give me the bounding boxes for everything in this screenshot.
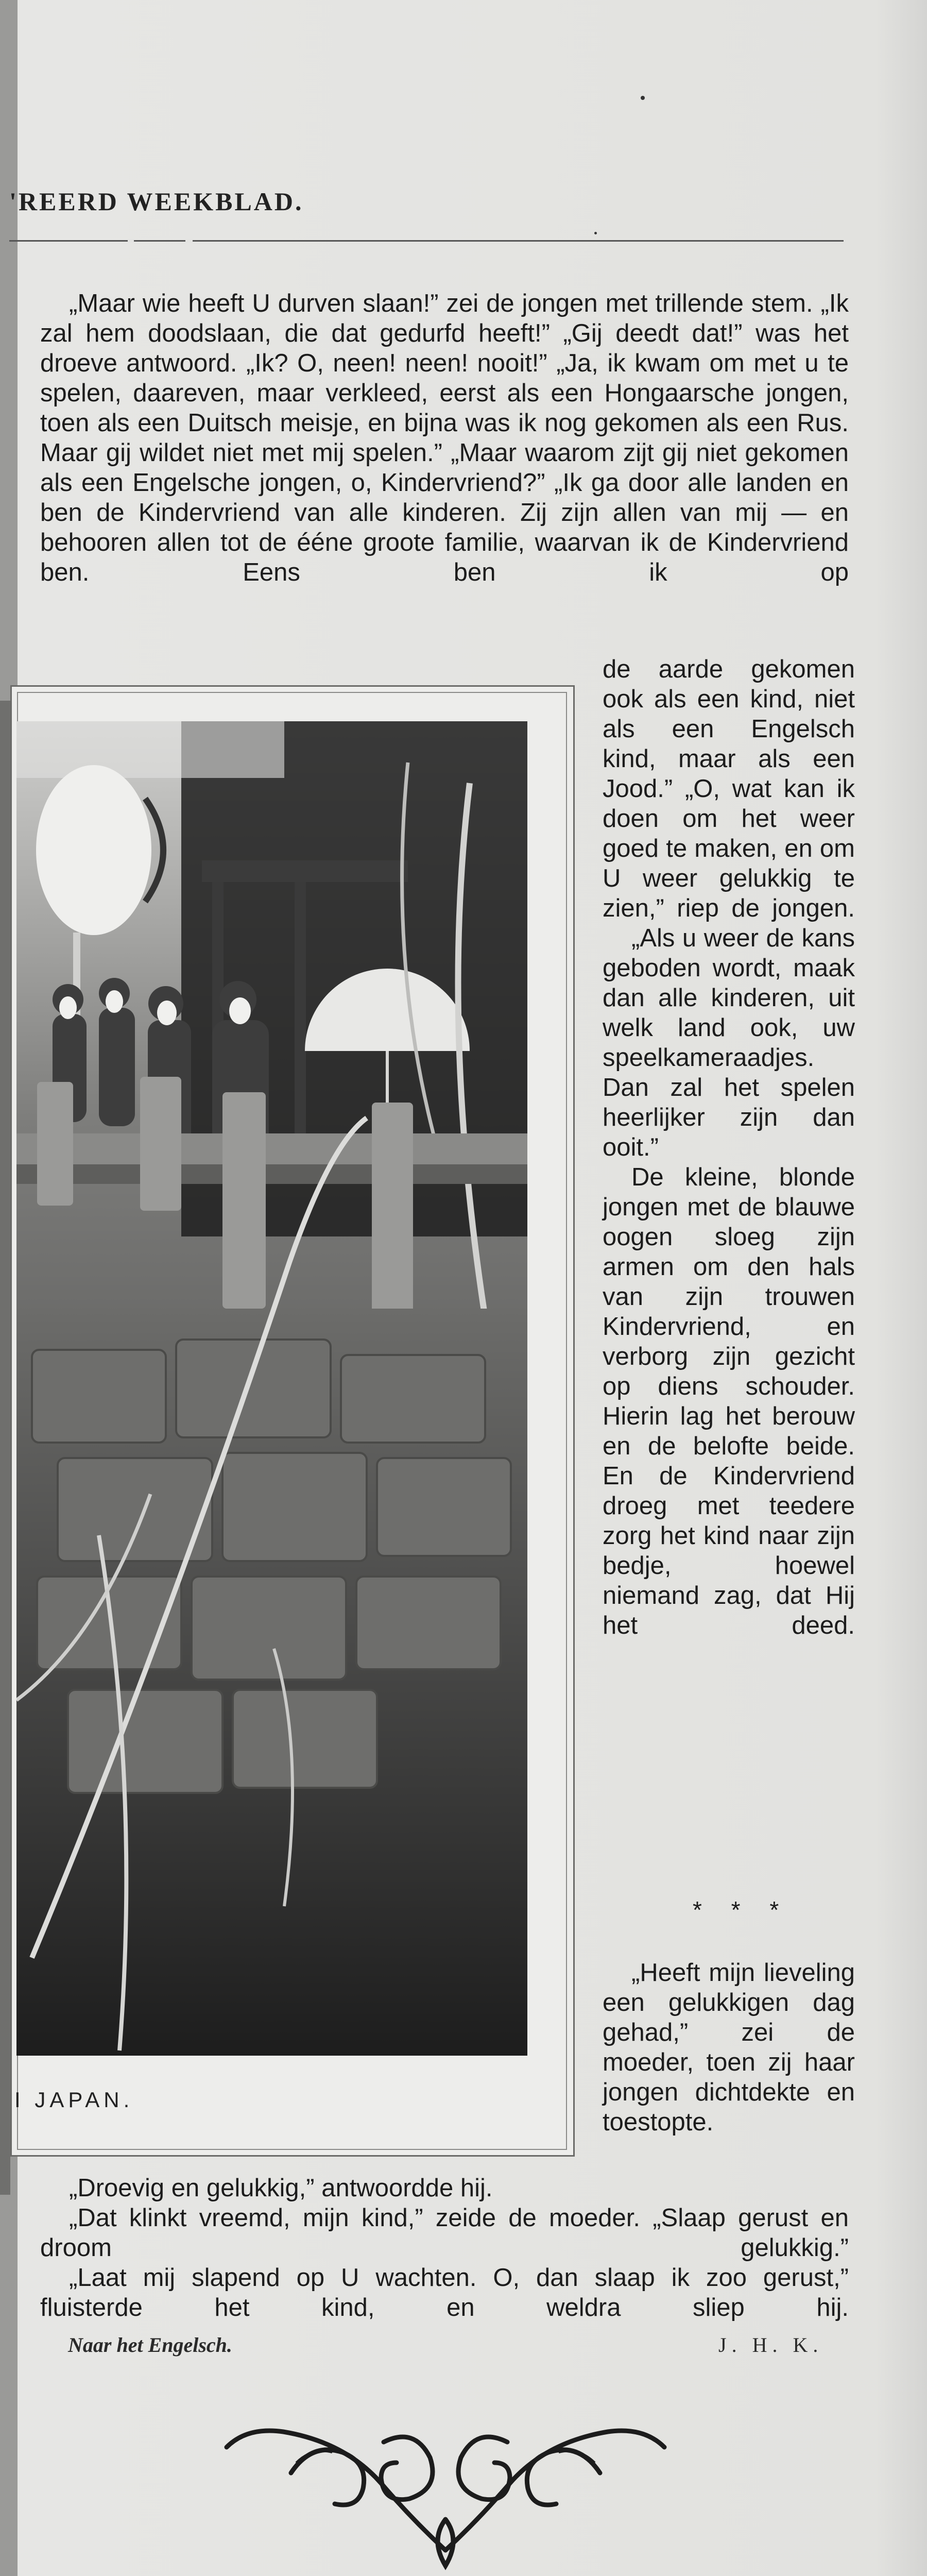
side-column bbox=[603, 654, 855, 1640]
article-intro bbox=[40, 289, 849, 587]
photo-illustration bbox=[16, 721, 527, 2056]
side-paragraph: de aarde gekomen ook als een kind, niet als een Engelsch kind, maar als een Jood.” „O, wat kan ik doen om het weer goed te maken, en om U weer gelukkig te zien,” riep de jongen. bbox=[603, 655, 855, 922]
scan-edge-shadow bbox=[0, 701, 10, 2195]
rule-gap bbox=[185, 239, 193, 243]
intro-paragraph: „Maar wie heeft U durven slaan!” zei de jongen met trillende stem. „Ik zal hem doodslaan, die dat gedurfd heeft!” „Gij deedt dat!” was het droeve antwoord. „Ik? O, neen! neen! nooit!” „Ja, ik kwam om met u te spelen, daareven, maar verkleed, eerst als een Hongaarsche jongen, toen als een Duitsch meisje, en bijna was ik nog gekomen als een Rus. Maar gij wildet niet met mij spelen.” „Maar waarom zijt gij niet gekomen als een Engelsche jongen, o, Kindervriend?” „Ik ga door alle landen en ben de Kindervriend van alle kinderen. Zij zijn allen van mij — en behooren allen tot de ééne groote familie, waarvan ik de Kindervriend ben. Eens ben ik op bbox=[40, 290, 849, 586]
section-stars: * * * bbox=[693, 1896, 791, 1923]
closing-section bbox=[40, 2173, 849, 2323]
ornament-flourish bbox=[219, 2416, 672, 2571]
side-paragraph: „Als u weer de kans geboden wordt, maak dan alle kinderen, uit welk land ook, uw speelkameraadjes. Dan zal het spelen heerlijker zijn dan ooit.” bbox=[603, 924, 855, 1161]
rule-gap bbox=[128, 239, 134, 243]
japan-photograph bbox=[16, 721, 527, 2056]
source-note: Naar het Engelsch. bbox=[68, 2333, 232, 2357]
after-stars-paragraph: „Heeft mijn lieveling een gelukkigen dag gehad,” zei de moeder, toen zij haar jongen dichtdekte en toestopte. bbox=[603, 1959, 855, 2136]
side-paragraph: De kleine, blonde jongen met de blauwe oogen sloeg zijn armen om den hals van zijn trouwen Kindervriend, en verborg zijn gezicht op diens schouder. Hierin lag het berouw en de belofte beide. En de Kindervriend droeg met teedere zorg het kind naar zijn bedje, hoewel niemand zag, dat Hij het deed. bbox=[603, 1163, 855, 1639]
closing-paragraph: „Droevig en gelukkig,” antwoordde hij. bbox=[69, 2174, 493, 2202]
dust-speck bbox=[594, 232, 597, 234]
dust-speck bbox=[641, 96, 645, 100]
header-rule bbox=[9, 240, 844, 242]
closing-paragraph: „Laat mij slapend op U wachten. O, dan slaap ik zoo gerust,” fluisterde het kind, en weldra sliep hij. bbox=[40, 2264, 849, 2321]
author-initials: J. H. K. bbox=[718, 2333, 823, 2357]
page-header: 'REERD WEEKBLAD. bbox=[9, 187, 304, 216]
closing-paragraph: „Dat klinkt vreemd, mijn kind,” zeide de moeder. „Slaap gerust en droom gelukkig.” bbox=[40, 2204, 849, 2262]
photo-caption: I JAPAN. bbox=[14, 2088, 134, 2112]
